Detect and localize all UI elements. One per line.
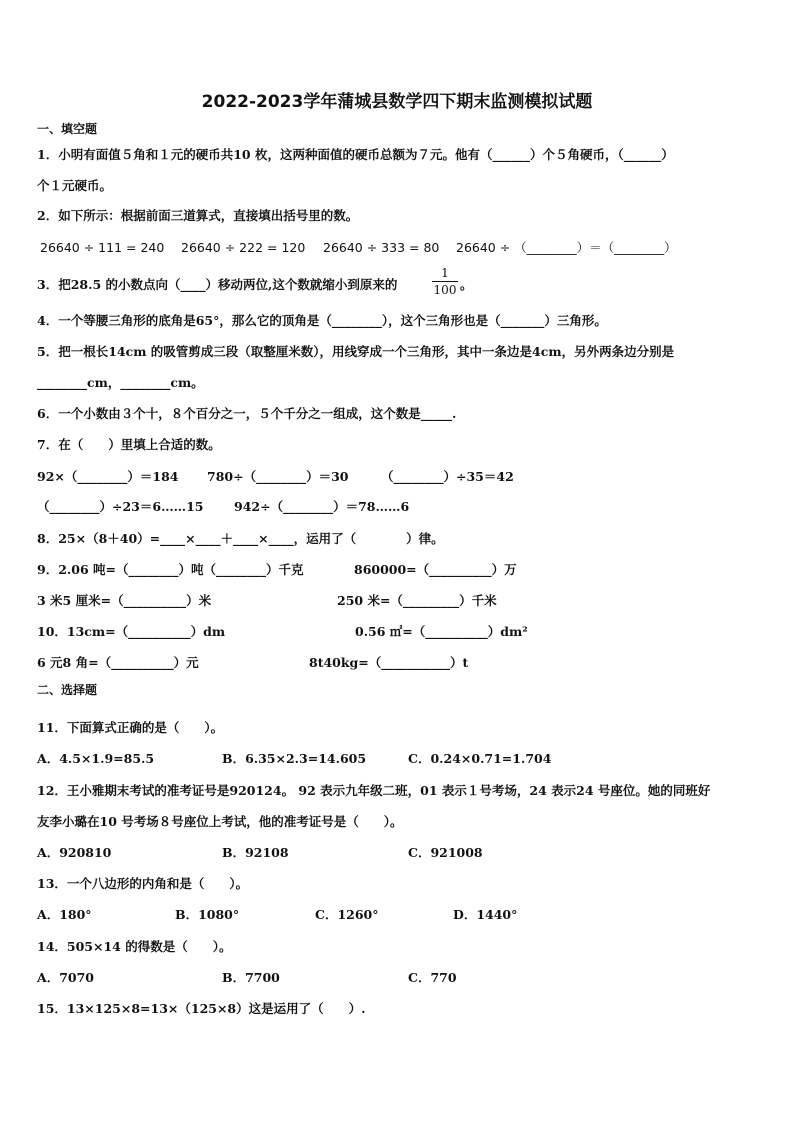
page-title: 2022-2023学年蒲城县数学四下期末监测模拟试题 bbox=[201, 92, 593, 112]
question-7-blank-5: 942÷（________）＝78……6 bbox=[234, 499, 410, 514]
question-2-equation-4: 26640 ÷ （________）＝（________） bbox=[456, 240, 677, 255]
question-9-blank-4: 250 米=（_________）千米 bbox=[337, 593, 497, 608]
question-12-line-2: 友李小璐在10 号考场８号座位上考试，他的准考证号是（ ）。 bbox=[37, 814, 403, 829]
fraction-numerator: 1 bbox=[441, 266, 449, 280]
question-2-equation-2: 26640 ÷ 222 = 120 bbox=[181, 240, 306, 255]
question-3-text: 3．把28.5 的小数点向（____）移动两位,这个数就缩小到原来的 bbox=[37, 277, 398, 292]
question-14-option-b: B．7700 bbox=[222, 970, 280, 985]
question-13-option-b: B．1080° bbox=[175, 907, 240, 922]
question-9-blank-2: 860000=（__________）万 bbox=[354, 562, 517, 577]
question-2-line-1: 2．如下所示：根据前面三道算式，直接填出括号里的数。 bbox=[37, 208, 359, 223]
question-5-line-1: 5．把一根长14cm 的吸管剪成三段（取整厘米数），用线穿成一个三角形，其中一条边是4cm，另外两条边分别是 bbox=[37, 344, 675, 359]
section-heading-fill-blank: 一、填空题 bbox=[37, 122, 98, 136]
question-11-option-b: B．6.35×2.3=14.605 bbox=[222, 751, 367, 766]
question-11-stem: 11．下面算式正确的是（ ）。 bbox=[37, 720, 224, 735]
question-1-line-2: 个１元硬币。 bbox=[37, 178, 113, 193]
question-13-option-d: D．1440° bbox=[453, 907, 518, 922]
question-8-line-1: 8．25×（8＋40）=____×____＋____×____，运用了（ ）律。 bbox=[37, 531, 444, 546]
question-12-line-1: 12．王小雅期末考试的准考证号是920124。 92 表示九年级二班，01 表示１号考场，24 表示24 号座位。她的同班好 bbox=[37, 783, 711, 798]
question-13-option-c: C．1260° bbox=[315, 907, 379, 922]
question-14-stem: 14．505×14 的得数是（ ）。 bbox=[37, 939, 232, 954]
question-2-equation-3: 26640 ÷ 333 = 80 bbox=[323, 240, 440, 255]
question-7-blank-1: 92×（________）＝184 bbox=[37, 469, 179, 484]
question-2-equation-1: 26640 ÷ 111 = 240 bbox=[40, 240, 165, 255]
question-10-blank-2: 0.56 ㎡=（__________）dm² bbox=[355, 624, 528, 639]
question-12-option-c: C．921008 bbox=[408, 845, 483, 860]
question-7-blank-3: （________）÷35＝42 bbox=[381, 469, 514, 484]
question-4-line-1: 4．一个等腰三角形的底角是65°，那么它的顶角是（________），这个三角形也是（_______）三角形。 bbox=[37, 313, 607, 328]
question-7-blank-4: （________）÷23＝6……15 bbox=[37, 499, 204, 514]
question-9-blank-3: 3 米5 厘米=（__________）米 bbox=[37, 593, 212, 608]
question-3-period: 。 bbox=[460, 277, 473, 292]
question-12-option-a: A．920810 bbox=[37, 845, 112, 860]
question-7-blank-2: 780÷（________）＝30 bbox=[207, 469, 349, 484]
question-3-fraction bbox=[432, 266, 458, 297]
question-10-blank-3: 6 元8 角=（__________）元 bbox=[37, 655, 199, 670]
question-11-option-a: A．4.5×1.9=85.5 bbox=[37, 751, 155, 766]
question-7-line-1: 7．在（ ）里填上合适的数。 bbox=[37, 437, 221, 452]
fraction-bar bbox=[432, 281, 458, 282]
question-14-option-c: C．770 bbox=[408, 970, 457, 985]
question-15-stem: 15．13×125×8=13×（125×8）这是运用了（ ）. bbox=[37, 1001, 366, 1016]
question-12-option-b: B．92108 bbox=[222, 845, 289, 860]
question-5-line-2: ________cm，________cm。 bbox=[37, 375, 204, 390]
question-13-stem: 13．一个八边形的内角和是（ ）。 bbox=[37, 876, 249, 891]
fraction-denominator: 100 bbox=[433, 283, 457, 297]
question-9-blank-1: 9．2.06 吨=（________）吨（________）千克 bbox=[37, 562, 304, 577]
question-11-option-c: C．0.24×0.71=1.704 bbox=[408, 751, 552, 766]
question-10-blank-4: 8t40kg=（___________）t bbox=[309, 655, 469, 670]
question-6-line-1: 6．一个小数由３个十，８个百分之一，５个千分之一组成，这个数是_____. bbox=[37, 406, 457, 421]
question-10-blank-1: 10．13cm=（__________）dm bbox=[37, 624, 226, 639]
question-1-line-1: 1．小明有面值５角和１元的硬币共10 枚，这两种面值的硬币总额为７元。他有（______）个５角硬币，（______） bbox=[37, 147, 674, 162]
question-13-option-a: A．180° bbox=[37, 907, 92, 922]
question-14-option-a: A．7070 bbox=[37, 970, 94, 985]
section-heading-multiple-choice: 二、选择题 bbox=[37, 683, 98, 697]
